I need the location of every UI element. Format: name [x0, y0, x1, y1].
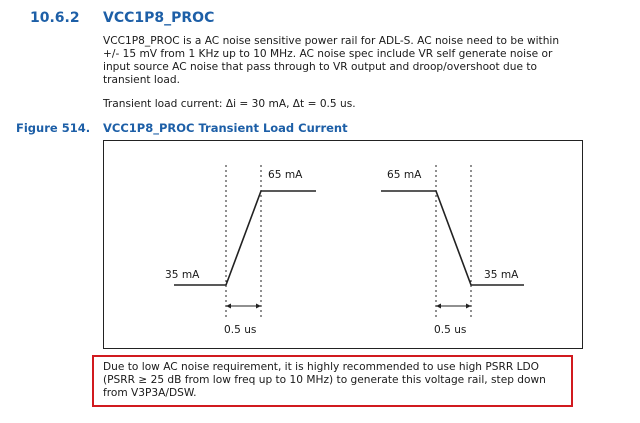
- note-line: Due to low AC noise requirement, it is highly recommended to use high PSRR LDO: [103, 361, 539, 373]
- figure-title: VCC1P8_PROC Transient Load Current: [103, 121, 348, 135]
- paragraph-line: input source AC noise that pass through to VR output and droop/overshoot due to: [103, 61, 538, 73]
- rise-high-label: 65 mA: [268, 169, 303, 181]
- rising-edge-waveform: [165, 165, 316, 336]
- fall-high-label: 65 mA: [387, 169, 422, 181]
- section-paragraph: [103, 35, 623, 87]
- fall-arrowhead-right: [466, 304, 471, 309]
- section-title: VCC1P8_PROC: [103, 10, 215, 26]
- paragraph-line: +/- 15 mV from 1 KHz up to 10 MHz. AC noise spec include VR self generate noise or: [103, 48, 553, 60]
- waveform-diagram: [104, 141, 582, 348]
- paragraph-line: transient load.: [103, 74, 180, 86]
- fall-low-label: 35 mA: [484, 269, 519, 281]
- fall-time-label: 0.5 us: [434, 324, 467, 336]
- rise-arrowhead-right: [256, 304, 261, 309]
- note-line: (PSRR ≥ 25 dB from low freq up to 10 MHz) to generate this voltage rail, step down: [103, 374, 546, 386]
- paragraph-line: VCC1P8_PROC is a AC noise sensitive power rail for ADL-S. AC noise need to be within: [103, 35, 560, 47]
- transient-load-text: Transient load current: Δi = 30 mA, Δt = 0.5 us.: [103, 98, 356, 110]
- figure-label: Figure 514.: [16, 121, 91, 135]
- rise-time-label: 0.5 us: [224, 324, 257, 336]
- psrr-note-box: [92, 355, 573, 407]
- rise-arrowhead-left: [226, 304, 231, 309]
- fall-arrowhead-left: [436, 304, 441, 309]
- falling-edge-waveform: [381, 165, 524, 336]
- rise-low-label: 35 mA: [165, 269, 200, 281]
- section-number: 10.6.2: [30, 10, 80, 26]
- note-line: from V3P3A/DSW.: [103, 387, 197, 399]
- waveform-figure: [103, 140, 583, 349]
